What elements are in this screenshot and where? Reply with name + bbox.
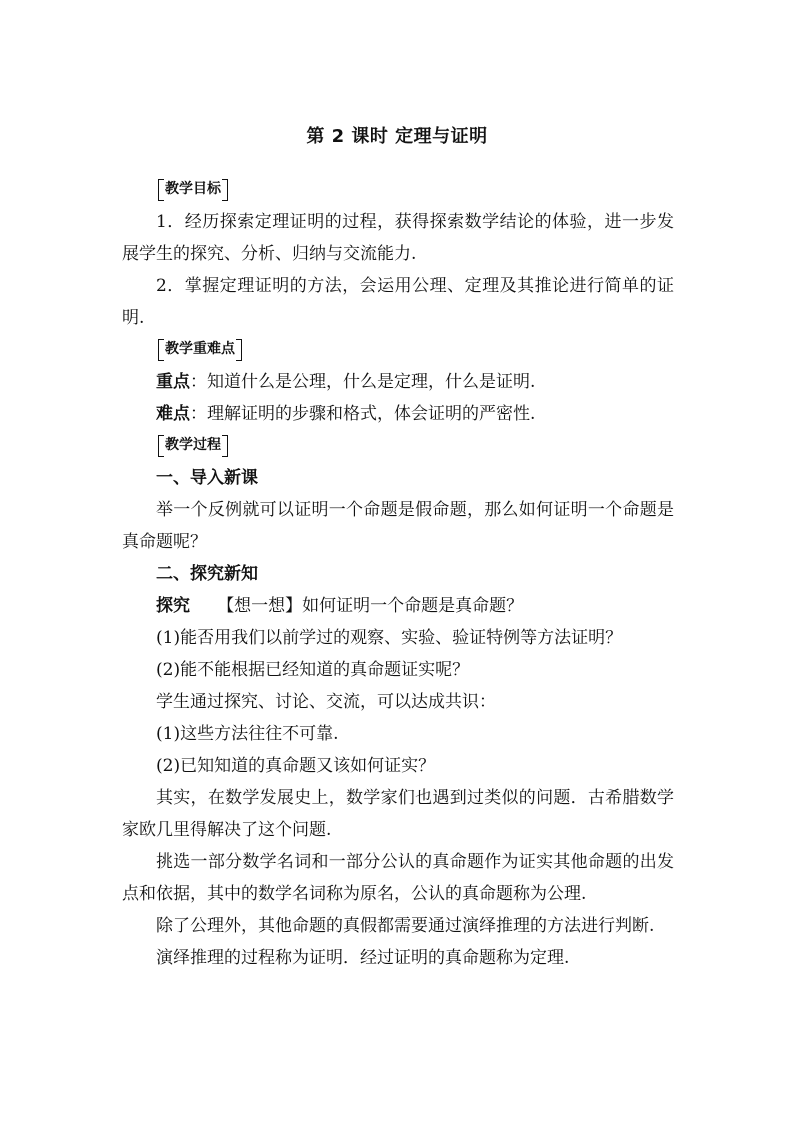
page-title: 第 2 课时 定理与证明 xyxy=(306,126,488,147)
keypoints-row xyxy=(122,334,674,366)
lesson-content xyxy=(122,174,674,974)
objectives-row xyxy=(122,174,674,206)
difficulty-point xyxy=(122,398,674,430)
explore-line xyxy=(122,590,674,622)
objectives-tag: 教学目标 xyxy=(158,179,228,201)
difficulty-text: ：理解证明的步骤和格式，体会证明的严密性. xyxy=(190,404,536,424)
consensus-text: 学生通过探究、讨论、交流，可以达成共识： xyxy=(156,692,496,712)
objective-2: 2．掌握定理证明的方法，会运用公理、定理及其推论进行简单的证明. xyxy=(122,276,674,328)
answer-2: (2)已知知道的真命题又该如何证实？ xyxy=(156,756,436,776)
part1-text: 举一个反例就可以证明一个命题是假命题，那么如何证明一个命题是真命题呢？ xyxy=(122,500,674,552)
explore-text: 【想一想】如何证明一个命题是真命题？ xyxy=(217,596,524,616)
process-row xyxy=(122,430,674,462)
answer-1: (1)这些方法往往不可靠. xyxy=(156,724,339,744)
theorem-paragraph: 演绎推理的过程称为证明．经过证明的真命题称为定理. xyxy=(156,948,570,968)
part2-heading: 二、探究新知 xyxy=(156,564,258,584)
objective-1: 1．经历探索定理证明的过程，获得探索数学结论的体验，进一步发展学生的探究、分析、归纳与交流能力. xyxy=(122,212,674,264)
question-2: (2)能不能根据已经知道的真命题证实呢？ xyxy=(156,660,470,680)
history-paragraph: 其实，在数学发展史上，数学家们也遇到过类似的问题．古希腊数学家欧几里得解决了这个问题. xyxy=(122,788,674,840)
key-text: ：知道什么是公理，什么是定理，什么是证明. xyxy=(190,372,536,392)
deduction-paragraph: 除了公理外，其他命题的真假都需要通过演绎推理的方法进行判断. xyxy=(156,916,655,936)
difficulty-label: 难点 xyxy=(156,404,190,424)
explore-label: 探究 xyxy=(156,596,190,616)
process-tag: 教学过程 xyxy=(158,435,228,457)
axiom-paragraph: 挑选一部分数学名词和一部分公认的真命题作为证实其他命题的出发点和依据，其中的数学名词称为原名，公认的真命题称为公理. xyxy=(122,852,674,904)
key-label: 重点 xyxy=(156,372,190,392)
question-1: (1)能否用我们以前学过的观察、实验、验证特例等方法证明？ xyxy=(156,628,623,648)
key-point xyxy=(122,366,674,398)
part1-heading: 一、导入新课 xyxy=(156,468,258,488)
keypoints-tag: 教学重难点 xyxy=(158,339,242,361)
